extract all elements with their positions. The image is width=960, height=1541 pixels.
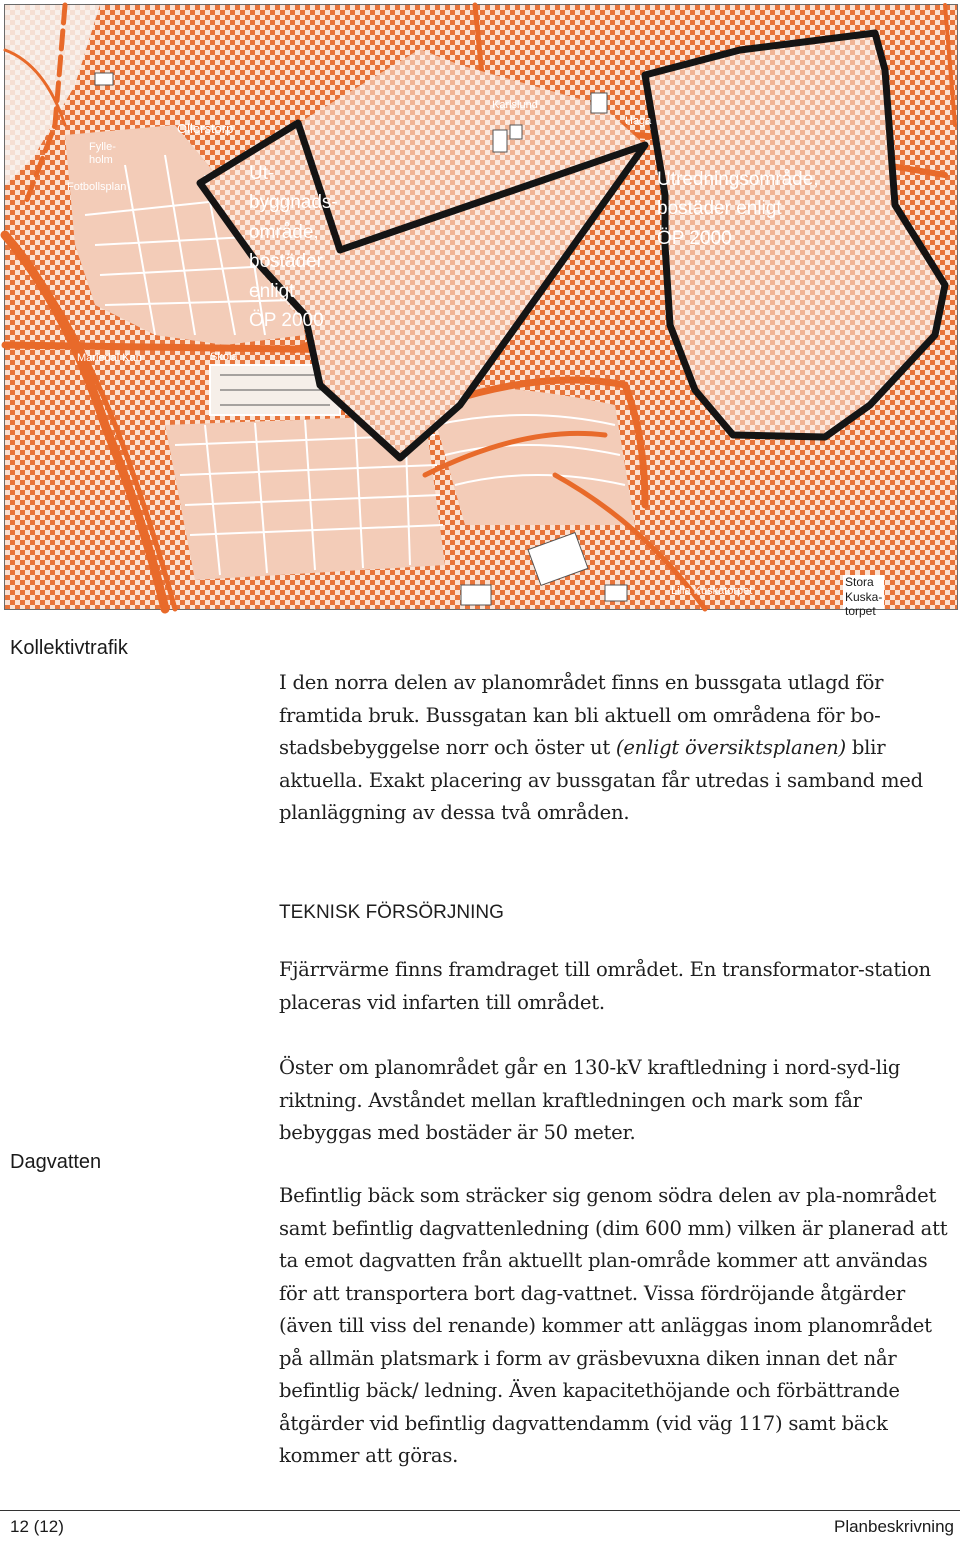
heading-kollektivtrafik: Kollektivtrafik — [10, 637, 128, 659]
place-lilla-kuskatorpet: Lilla Kuskatorpet — [671, 585, 753, 597]
place-stora-kuskatorpet: Stora Kuska- torpet — [845, 575, 883, 619]
paragraph-dagvatten: Befintlig bäck som sträcker sig genom södra delen av pla-nområdet samt befintlig dagvattenledning (dim 600 mm) vilken är planerad att ta emot dagvatten från aktuellt plan-område kommer att användas för att transportera bort dag-vattnet. Vissa fördröjande åtgärder (även till viss del renande) kommer att anläggas inom planområdet på allmän platsmark i form av gräsbevuxna diken innan det når befintlig bäck/ ledning. Även kapacitethöjande och förbättrande åtgärder vid befintlig dagvattendamm (vid väg 117) samt bäck kommer att göras. — [279, 1184, 948, 1467]
paragraph-kollektivtrafik-emphasis: (enligt översiktsplanen) — [615, 736, 846, 759]
place-karlslund: Karlslund — [492, 99, 538, 111]
place-skola: Skola — [210, 351, 238, 363]
place-fylleholm: Fylle- holm — [89, 141, 116, 167]
place-haga: Haga — [625, 115, 652, 127]
paragraph-kollektivtrafik-start: I den norra delen av planområdet finns en bussgata utlagd för framtida bruk. Bussgatan kan bli aktuell om områdena för bo-stadsbebyggelse norr och öster ut — [279, 671, 884, 759]
site-map — [4, 4, 958, 619]
document-title: Planbeskrivning — [833, 1517, 954, 1536]
paragraph-kollektivtrafik-end: blir aktuella. Exakt placering av bussgatan får utredas i samband med planläggning av dessa två områden. — [279, 736, 923, 824]
section-title-teknisk: TEKNISK FÖRSÖRJNING — [279, 902, 504, 923]
page-footer — [0, 1510, 960, 1541]
utbyggnad-label: Ut- byggnads- område, bostäder enligt ÖP 2000 — [249, 163, 338, 332]
place-fotbollsplan: Fotbollsplan — [67, 181, 127, 193]
utredning-label: Utredningsområde, bostäder enligt ÖP 2000 — [657, 169, 819, 249]
paragraph-kraftledning: Öster om planområdet går en 130-kV kraftledning i nord-syd-lig riktning. Avståndet mellan kraftledningen och mark som får bebyggas med bostäder är 50 meter. — [279, 1056, 901, 1144]
heading-dagvatten: Dagvatten — [10, 1151, 102, 1173]
place-ollerstorp: Ollerstorp — [177, 121, 234, 136]
page-number: 12 (12) — [10, 1517, 64, 1536]
place-mariedal: Mariedal Kan — [77, 352, 142, 364]
paragraph-kollektivtrafik — [279, 667, 959, 830]
map-drawing — [5, 5, 957, 619]
paragraph-fjarrvarme: Fjärrvärme finns framdraget till området. En transformator-station placeras vid infarten till området. — [279, 958, 931, 1014]
